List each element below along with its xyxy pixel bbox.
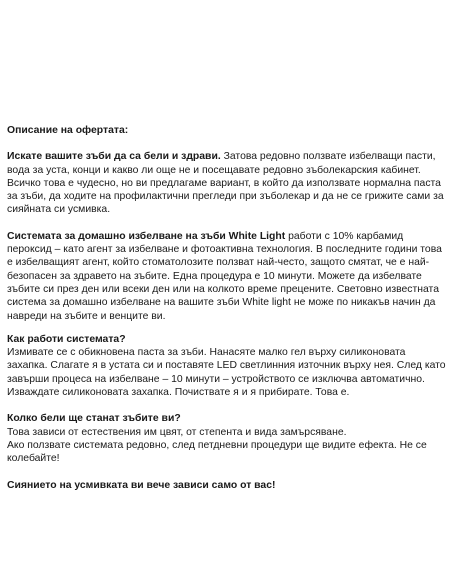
system-text: работи с 10% карбамид пероксид – като агент за избелване и фотоактивна технология. В последните години това е избелващият агент, който стоматолозите ползват най-често, защото смятат, че е най-безопасен за здравето на зъбите. Една процедура е 10 минути. Можете да избелвате зъбите си през ден или всеки ден или на колкото време прецените. Световно известната система за домашно избелване на вашите зъби White light не може по никакъв начин да навреди на зъбите и венците ви. [7, 230, 442, 322]
how-white-heading: Колко бели ще станат зъбите ви? [7, 413, 181, 425]
system-lead: Системата за домашно избелване на зъби White Light [7, 230, 286, 242]
offer-description [7, 124, 447, 492]
closing-line: Сиянието на усмивката ви вече зависи само от вас! [7, 479, 276, 491]
intro-paragraph [7, 150, 447, 216]
how-it-works-text: Измивате се с обикновена паста за зъби. Нанасяте малко гел върху силиконовата захапка. Слагате я в устата си и поставяте LED светлинния източник върху нея. След като завърши процеса на избелване – 10 минути – устройството се изключва автоматично. Изваждате силиконовата захапка. Почиствате я и я прибирате. Това е. [7, 347, 446, 399]
system-paragraph [7, 230, 447, 323]
how-white-line-2: Ако ползвате системата редовно, след петдневни процедури ще видите ефекта. Не се колебайте! [7, 439, 427, 465]
intro-lead: Искате вашите зъби да са бели и здрави. [7, 151, 221, 163]
offer-heading: Описание на офертата: [7, 125, 129, 136]
intro-text: Затова редовно ползвате избелващи пасти, вода за уста, конци и какво ли още не и посещавате редовно зъболекарския кабинет. Всичко това е чудесно, но ви предлагаме вариант, в който да използвате нормална паста за зъби, да ходите на профилактични прегледи при зъболекар и да не се грижите сами за сияйната си усмивка. [7, 151, 444, 216]
how-it-works-heading: Как работи системата? [7, 333, 126, 345]
how-white-line-1: Това зависи от естествения им цвят, от степента и вида замърсяване. [7, 426, 347, 438]
